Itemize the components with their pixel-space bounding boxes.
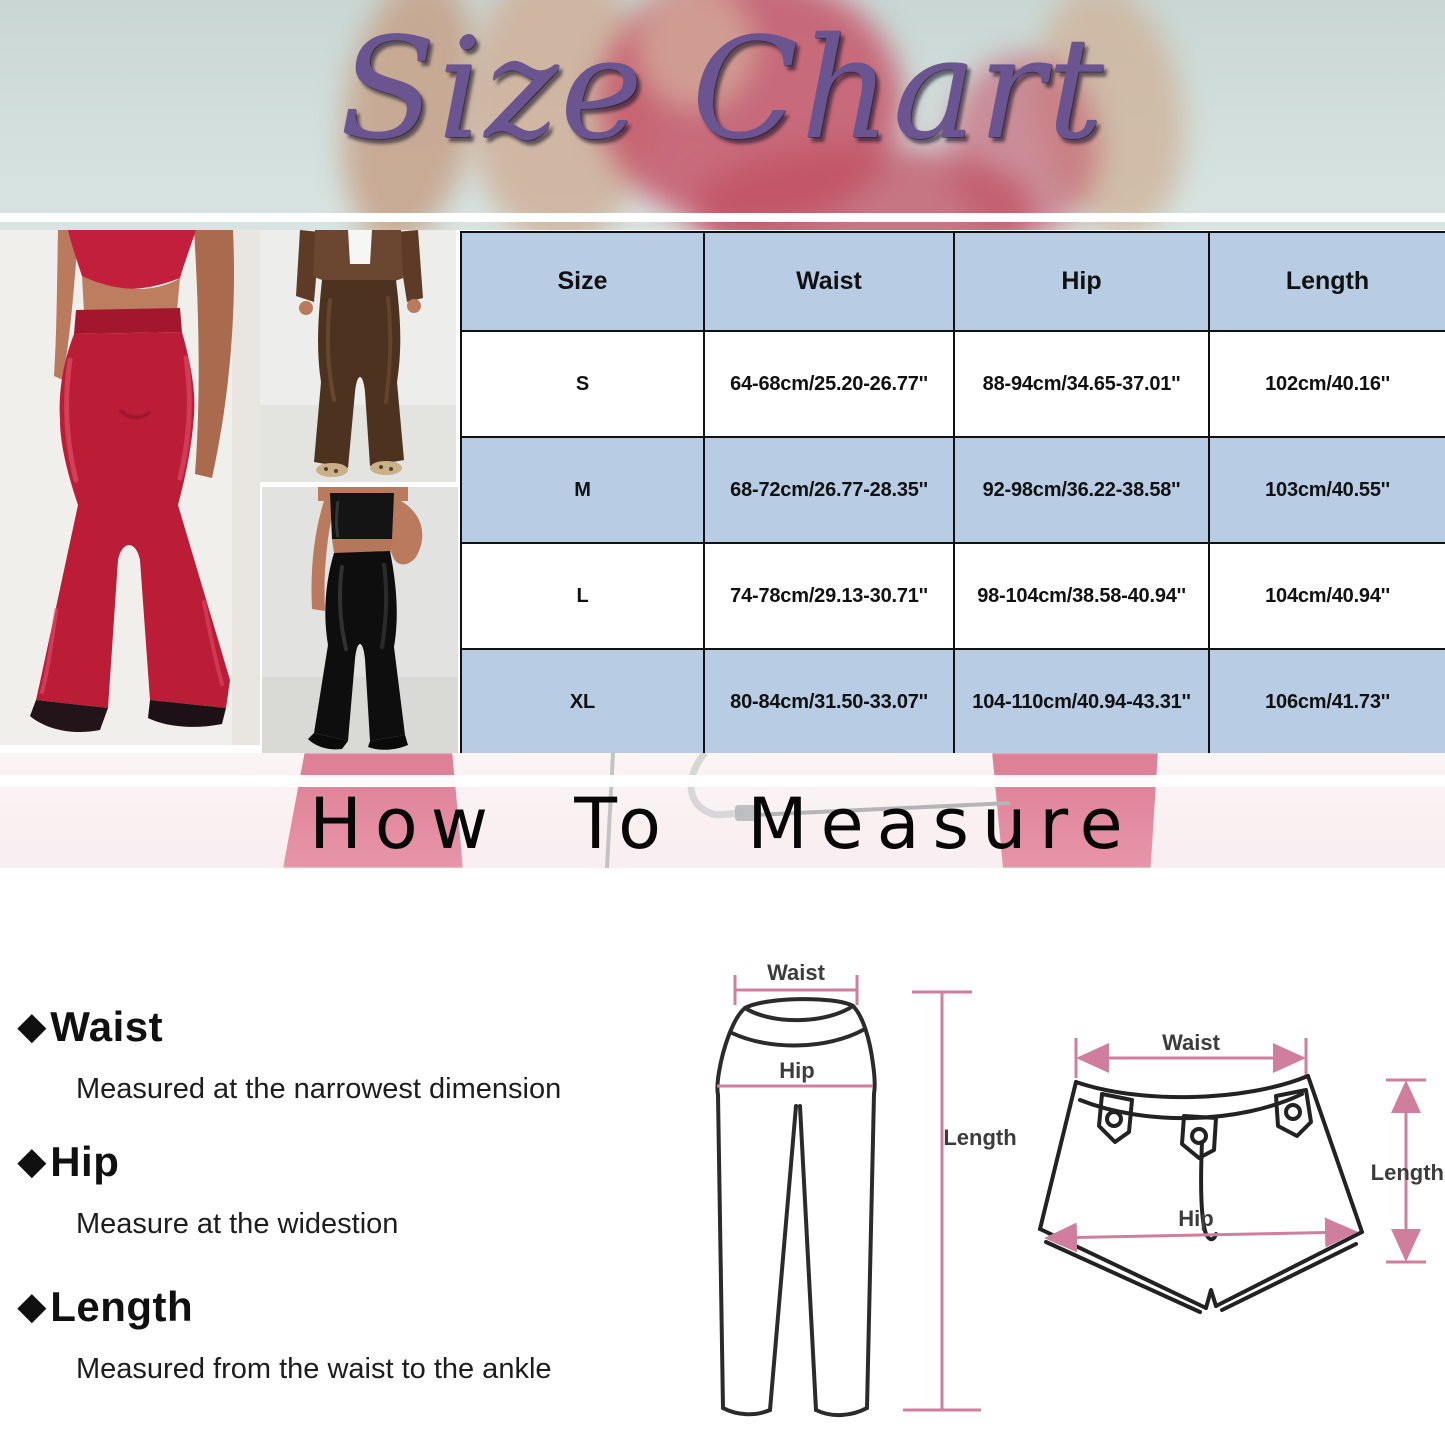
product-photo-brown-flare-pants — [260, 230, 456, 482]
table-row-m — [461, 437, 1445, 543]
shorts-length-label: Length — [1370, 1160, 1444, 1185]
cell-length: 103cm/40.55'' — [1209, 437, 1445, 543]
product-photo-red-flare-pants — [0, 230, 260, 745]
cell-size: S — [461, 331, 704, 437]
how-to-measure-title: How To Measure — [309, 783, 1136, 865]
cell-hip: 98-104cm/38.58-40.94'' — [954, 543, 1209, 649]
shorts-measurement-diagram — [1030, 990, 1445, 1340]
pants-measurement-diagram — [620, 940, 1070, 1450]
col-header-length: Length — [1209, 232, 1445, 331]
measure-guide-length — [18, 1283, 593, 1386]
cell-waist: 64-68cm/25.20-26.77'' — [704, 331, 954, 437]
cell-waist: 74-78cm/29.13-30.71'' — [704, 543, 954, 649]
size-table — [460, 231, 1445, 756]
pants-length-label: Length — [943, 1125, 1017, 1150]
black-pants-illustration — [262, 487, 458, 753]
brown-pants-illustration — [260, 230, 456, 482]
shorts-waist-label: Waist — [1162, 1030, 1220, 1055]
shorts-hip-label: Hip — [1178, 1206, 1214, 1231]
diamond-bullet-icon: ◆ — [18, 1285, 47, 1326]
size-table-header-row — [461, 232, 1445, 331]
measure-guide-hip-heading — [18, 1138, 593, 1186]
measure-guide-description: Measure at the widestion — [76, 1208, 399, 1240]
page-title: Size Chart — [339, 8, 1106, 171]
table-row-s — [461, 331, 1445, 437]
pants-hip-label: Hip — [779, 1058, 815, 1083]
product-photo-black-flare-pants — [262, 487, 458, 753]
pants-diagram-svg — [620, 940, 1070, 1445]
diamond-bullet-icon: ◆ — [18, 1140, 47, 1181]
measure-guide-hip — [18, 1138, 593, 1241]
cell-size: M — [461, 437, 704, 543]
cell-size: XL — [461, 649, 704, 755]
cell-length: 102cm/40.16'' — [1209, 331, 1445, 437]
cell-hip: 104-110cm/40.94-43.31'' — [954, 649, 1209, 755]
shorts-outline — [1040, 1076, 1362, 1312]
measure-guide-waist — [18, 1003, 593, 1106]
measure-guide-label: Length — [50, 1283, 194, 1330]
col-header-hip: Hip — [954, 232, 1209, 331]
size-chart-banner — [0, 0, 1445, 230]
red-pants-illustration — [0, 230, 260, 745]
cell-waist: 80-84cm/31.50-33.07'' — [704, 649, 954, 755]
cell-size: L — [461, 543, 704, 649]
measure-guide-label: Hip — [50, 1138, 120, 1185]
cell-waist: 68-72cm/26.77-28.35'' — [704, 437, 954, 543]
measure-guide-length-heading — [18, 1283, 593, 1331]
how-to-measure-band — [0, 753, 1445, 868]
cell-hip: 92-98cm/36.22-38.58'' — [954, 437, 1209, 543]
col-header-waist: Waist — [704, 232, 954, 331]
diamond-bullet-icon: ◆ — [18, 1005, 47, 1046]
col-header-size: Size — [461, 232, 704, 331]
cell-length: 106cm/41.73'' — [1209, 649, 1445, 755]
banner-separator-line — [0, 213, 1445, 222]
measure-guide-waist-heading — [18, 1003, 593, 1051]
table-row-l — [461, 543, 1445, 649]
shorts-hip-measure-arrow — [1050, 1232, 1352, 1238]
measure-guide-description: Measured from the waist to the ankle — [76, 1353, 552, 1385]
pants-waist-label: Waist — [767, 960, 825, 985]
measure-guide-description: Measured at the narrowest dimension — [76, 1073, 562, 1105]
cell-length: 104cm/40.94'' — [1209, 543, 1445, 649]
table-row-xl — [461, 649, 1445, 755]
shorts-diagram-svg — [1030, 990, 1445, 1335]
cell-hip: 88-94cm/34.65-37.01'' — [954, 331, 1209, 437]
measure-guide-label: Waist — [50, 1003, 164, 1050]
pants-length-measure-line — [903, 992, 981, 1410]
